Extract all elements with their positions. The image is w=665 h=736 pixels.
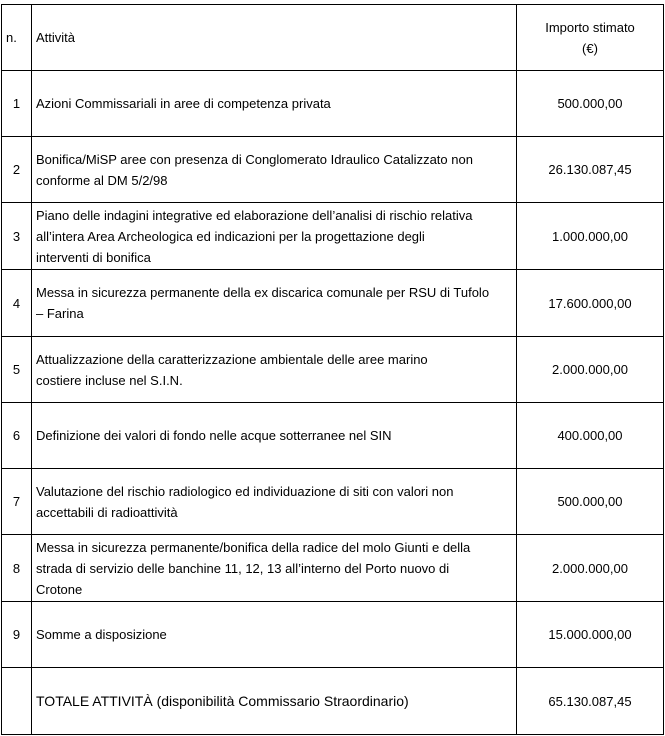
table-row	[2, 602, 664, 668]
header-row	[2, 5, 664, 71]
row-description-line: Azioni Commissariali in aree di competenza privata	[36, 96, 331, 111]
table-row	[2, 137, 664, 203]
total-row	[2, 668, 664, 735]
row-description-line: conforme al DM 5/2/98	[36, 172, 168, 188]
table-row	[2, 403, 664, 469]
row-number: 9	[2, 602, 32, 668]
row-description-line: – Farina	[36, 306, 84, 321]
row-description	[32, 535, 517, 602]
row-number: 2	[2, 137, 32, 203]
row-amount: 26.130.087,45	[517, 137, 664, 203]
row-description-line: Attualizzazione della caratterizzazione ambientale delle aree marino	[36, 351, 428, 367]
row-amount: 1.000.000,00	[517, 203, 664, 270]
header-amount	[517, 5, 664, 71]
row-description-line: costiere incluse nel S.I.N.	[36, 372, 183, 388]
row-description-line: Crotone	[36, 581, 83, 597]
total-amount: 65.130.087,45	[517, 668, 664, 735]
row-number: 5	[2, 337, 32, 403]
row-description-line: strada di servizio delle banchine 11, 12, 13 all’interno del Porto nuovo di	[36, 560, 450, 576]
table-row	[2, 469, 664, 535]
table-row	[2, 203, 664, 270]
row-description	[32, 270, 517, 337]
row-description	[32, 469, 517, 535]
table-row	[2, 270, 664, 337]
row-number: 1	[2, 71, 32, 137]
row-amount: 500.000,00	[517, 71, 664, 137]
row-description-line: Somme a disposizione	[36, 627, 167, 642]
total-number-cell	[2, 668, 32, 735]
activities-table	[1, 4, 664, 735]
row-description	[32, 337, 517, 403]
row-description-line: interventi di bonifica	[36, 249, 151, 265]
row-number: 4	[2, 270, 32, 337]
row-description-line: Bonifica/MiSP aree con presenza di Conglomerato Idraulico Catalizzato non	[36, 151, 473, 167]
row-amount: 500.000,00	[517, 469, 664, 535]
row-number: 7	[2, 469, 32, 535]
row-description-line: all’intera Area Archeologica ed indicazioni per la progettazione degli	[36, 228, 425, 244]
row-amount: 15.000.000,00	[517, 602, 664, 668]
row-number: 6	[2, 403, 32, 469]
row-description	[32, 137, 517, 203]
table-row	[2, 535, 664, 602]
row-description-line: accettabili di radioattività	[36, 504, 178, 520]
table-row	[2, 71, 664, 137]
row-number: 8	[2, 535, 32, 602]
row-amount: 17.600.000,00	[517, 270, 664, 337]
total-label: TOTALE ATTIVITÀ (disponibilità Commissario Straordinario)	[32, 668, 517, 735]
header-amount-line1: Importo stimato	[545, 19, 635, 35]
row-number: 3	[2, 203, 32, 270]
row-description	[32, 403, 517, 469]
row-description	[32, 602, 517, 668]
row-description	[32, 71, 517, 137]
row-amount: 2.000.000,00	[517, 337, 664, 403]
row-description-line: Piano delle indagini integrative ed elaborazione dell’analisi di rischio relativa	[36, 207, 473, 223]
row-amount: 2.000.000,00	[517, 535, 664, 602]
row-description	[32, 203, 517, 270]
row-description-line: Messa in sicurezza permanente/bonifica della radice del molo Giunti e della	[36, 539, 471, 555]
row-description-line: Messa in sicurezza permanente della ex discarica comunale per RSU di Tufolo	[36, 285, 490, 300]
header-activity: Attività	[32, 5, 517, 71]
row-description-line: Valutazione del rischio radiologico ed individuazione di siti con valori non	[36, 483, 454, 499]
table-row	[2, 337, 664, 403]
row-amount: 400.000,00	[517, 403, 664, 469]
header-number: n.	[2, 5, 32, 71]
row-description-line: Definizione dei valori di fondo nelle acque sotterranee nel SIN	[36, 428, 392, 443]
header-amount-line2: (€)	[582, 40, 598, 56]
